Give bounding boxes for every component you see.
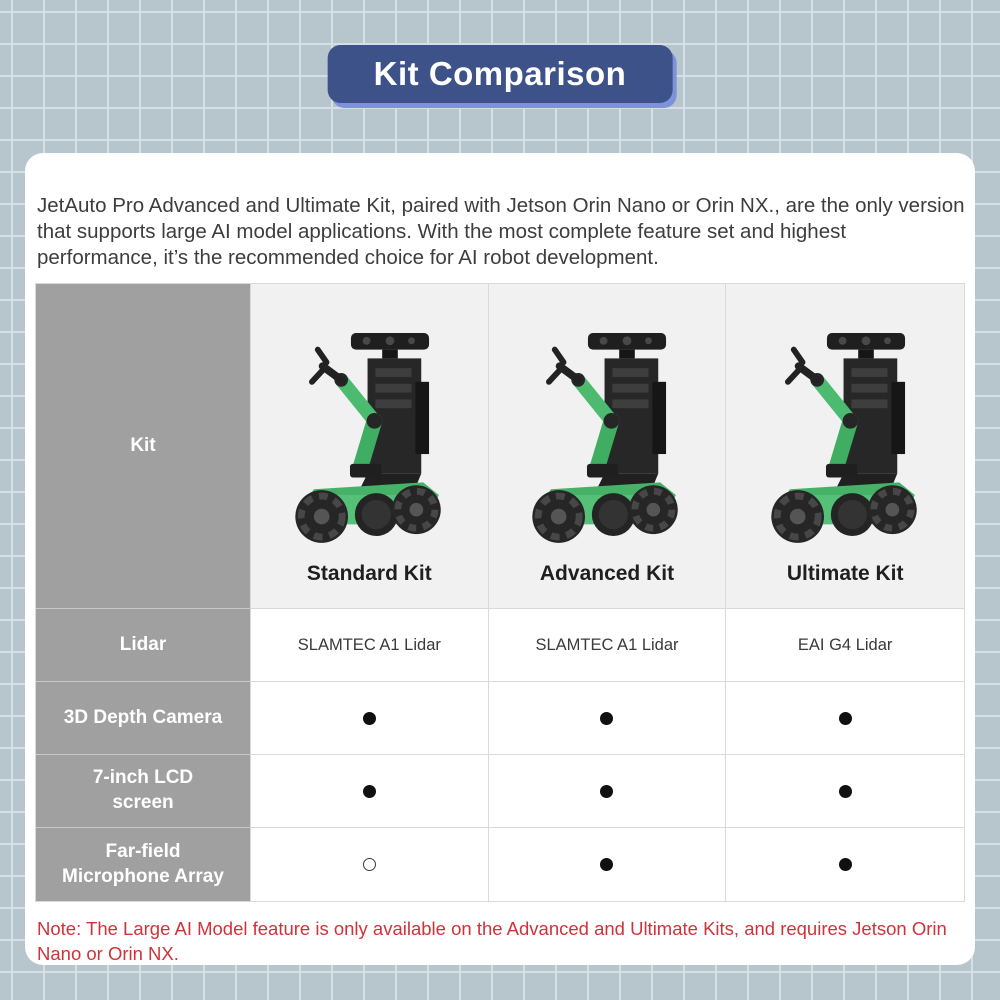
- not-included-dot: [363, 858, 376, 871]
- included-dot: [839, 785, 852, 798]
- row-label-lidar: Lidar: [36, 609, 251, 682]
- included-dot: [363, 785, 376, 798]
- robot-kit-image: [504, 320, 709, 552]
- row-label-depth-camera: 3D Depth Camera: [36, 682, 251, 755]
- robot-kit-image: [743, 320, 948, 552]
- lcd-standard: [251, 755, 489, 828]
- included-dot: [600, 858, 613, 871]
- lcd-advanced: [489, 755, 727, 828]
- included-dot: [600, 712, 613, 725]
- lcd-ultimate: [726, 755, 964, 828]
- included-dot: [363, 712, 376, 725]
- mic-array-advanced: [489, 828, 727, 901]
- comparison-card: [25, 153, 975, 965]
- mic-array-ultimate: [726, 828, 964, 901]
- kit-name-standard: Standard Kit: [306, 562, 432, 585]
- included-dot: [600, 785, 613, 798]
- row-label-kit: Kit: [36, 284, 251, 609]
- row-label-microphone-array: Far-field Microphone Array: [36, 828, 251, 901]
- depth-camera-advanced: [489, 682, 727, 755]
- kit-column-advanced: [489, 284, 727, 609]
- lidar-standard: SLAMTEC A1 Lidar: [251, 609, 489, 682]
- depth-camera-ultimate: [726, 682, 964, 755]
- lidar-advanced: SLAMTEC A1 Lidar: [489, 609, 727, 682]
- footnote: Note: The Large AI Model feature is only available on the Advanced and Ultimate Kits, and requires Jetson Orin Nano or Orin NX.: [37, 918, 947, 964]
- included-dot: [839, 858, 852, 871]
- robot-kit-image: [267, 320, 472, 552]
- lidar-ultimate: EAI G4 Lidar: [726, 609, 964, 682]
- mic-array-standard: [251, 828, 489, 901]
- title-banner-label: Kit Comparison: [373, 55, 627, 92]
- kit-column-standard: [251, 284, 489, 609]
- comparison-table: [35, 283, 965, 902]
- kit-name-advanced: Advanced Kit: [539, 562, 675, 585]
- kit-name-ultimate: Ultimate Kit: [786, 562, 904, 585]
- intro-paragraph: JetAuto Pro Advanced and Ultimate Kit, paired with Jetson Orin Nano or Orin NX., are the only version that supports large AI model applications. With the most complete feature set and highest performance, it’s the recommended choice for AI robot development.: [37, 194, 965, 269]
- title-banner: [328, 45, 673, 103]
- kit-column-ultimate: [726, 284, 964, 609]
- depth-camera-standard: [251, 682, 489, 755]
- included-dot: [839, 712, 852, 725]
- row-label-lcd-screen: 7-inch LCD screen: [36, 755, 251, 828]
